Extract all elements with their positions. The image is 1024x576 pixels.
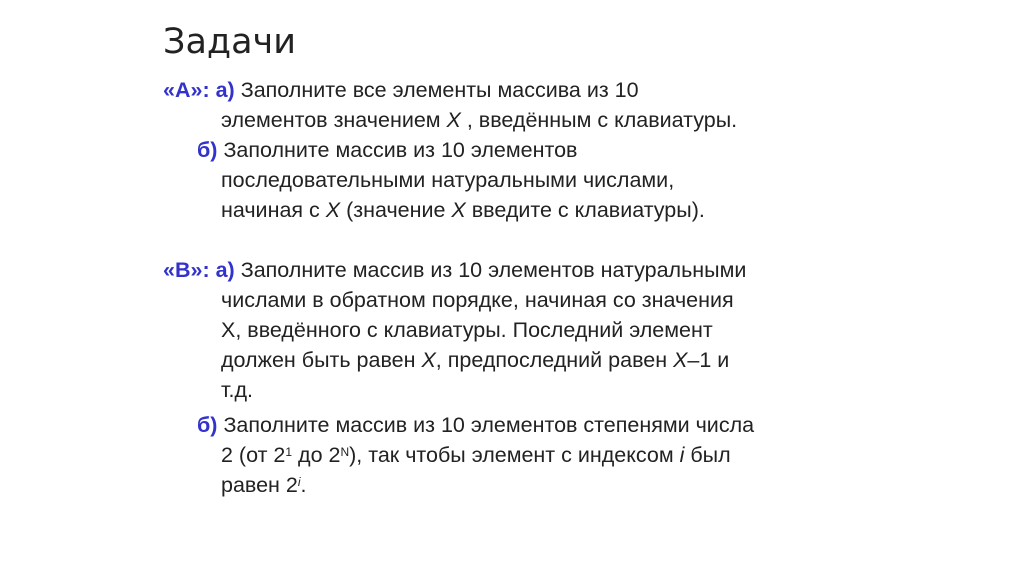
task-b-a-label: а) [215,258,235,282]
text: , введённым с клавиатуры. [460,108,738,132]
text: (значение [340,198,452,222]
task-b-b-line1 [197,410,754,440]
task-b-a-line3: X, введённого с клавиатуры. Последний элемент [221,318,713,342]
text: равен 2 [221,473,298,497]
superscript: N [340,445,350,459]
text: , предпоследний равен [435,348,674,372]
text: должен быть равен [221,348,422,372]
text: 2 (от 2 [221,443,286,467]
var-x: X [421,348,436,372]
text: Заполните массив из 10 элементов [223,138,578,162]
text: элементов значением [221,108,447,132]
text: . [300,473,307,497]
var-x: X [325,198,341,222]
task-a-a-text1: Заполните все элементы массива из 10 [240,78,639,102]
task-a-b-label: б) [197,138,218,162]
var-x: X [673,348,688,372]
var-x: X [446,108,461,132]
task-b-a-line2: числами в обратном порядке, начиная со значения [221,288,734,312]
task-a-b-line2: последовательными натуральными числами, [221,168,675,192]
var-x: X [451,198,466,222]
text: –1 и [687,348,730,372]
var-i: i [679,443,685,467]
superscript: 1 [285,445,293,459]
task-b-a-line1 [163,255,746,285]
text: введите с клавиатуры). [465,198,705,222]
task-b-b-line3 [221,470,307,500]
task-b-label: «B»: [163,258,210,282]
text: до 2 [292,443,341,467]
task-b-a-line5: т.д. [221,378,253,402]
task-b-b-line2 [221,440,731,470]
text: Заполните массив из 10 элементов натуральными [240,258,747,282]
superscript: i [297,475,301,489]
task-a-label: «A»: [163,78,210,102]
task-b-b-label: б) [197,413,218,437]
task-b-a-line4 [221,345,729,375]
task-a-a-label: а) [215,78,235,102]
text: был [684,443,731,467]
task-a-b-line3 [221,195,705,225]
task-a-b-line1 [197,135,577,165]
task-a-a-line1 [163,75,639,105]
text: Заполните массив из 10 элементов степенями числа [223,413,755,437]
text: ), так чтобы элемент с индексом [349,443,680,467]
text: начиная с [221,198,326,222]
slide-title: Задачи [163,22,296,62]
task-a-a-line2 [221,105,737,135]
